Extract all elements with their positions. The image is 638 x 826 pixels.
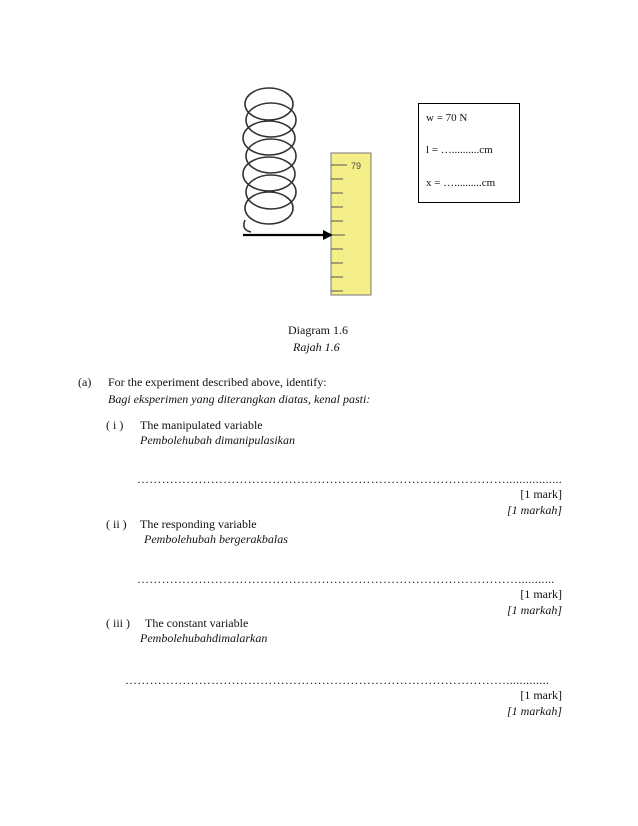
part-label: ( ii ) [106, 517, 127, 531]
spring-coils [243, 88, 296, 232]
answer-line[interactable]: …………………………………………………………………………………............. [125, 673, 550, 687]
mark-malay: [1 markah] [506, 704, 562, 718]
pointer-arrow [243, 230, 333, 240]
part-text: The manipulated variable [140, 418, 263, 432]
mark: [1 mark] [520, 688, 562, 702]
answer-line[interactable]: …………………………………………………………………………………........... [137, 572, 555, 586]
part-text-malay: Pembolehubahdimalarkan [140, 631, 268, 645]
question-label: (a) [78, 375, 92, 389]
part-text: The responding variable [140, 517, 257, 531]
diagram-caption: Diagram 1.6 [288, 323, 348, 337]
question-text: For the experiment described above, identify: [108, 375, 327, 389]
spring-diagram [225, 80, 385, 300]
mark-malay: [1 markah] [506, 503, 562, 517]
answer-line[interactable]: ………………………………………………………………………………................. [137, 472, 563, 486]
diagram-caption-malay: Rajah 1.6 [293, 340, 340, 354]
ruler-label: 79 [351, 161, 362, 171]
ruler [331, 153, 371, 295]
part-text-malay: Pembolehubah bergerakbalas [144, 532, 288, 546]
part-label: ( i ) [106, 418, 124, 432]
part-label: ( iii ) [106, 616, 130, 630]
part-text-malay: Pembolehubah dimanipulasikan [140, 433, 295, 447]
mark: [1 mark] [520, 587, 562, 601]
values-box [418, 103, 520, 203]
mark: [1 mark] [520, 487, 562, 501]
question-text-malay: Bagi eksperimen yang diterangkan diatas, kenal pasti: [108, 392, 371, 406]
length-value: l = …..........cm [426, 144, 493, 156]
weight-value: w = 70 N [426, 112, 468, 124]
part-text: The constant variable [145, 616, 249, 630]
mark-malay: [1 markah] [506, 603, 562, 617]
extension-value: x = …..........cm [426, 177, 496, 189]
